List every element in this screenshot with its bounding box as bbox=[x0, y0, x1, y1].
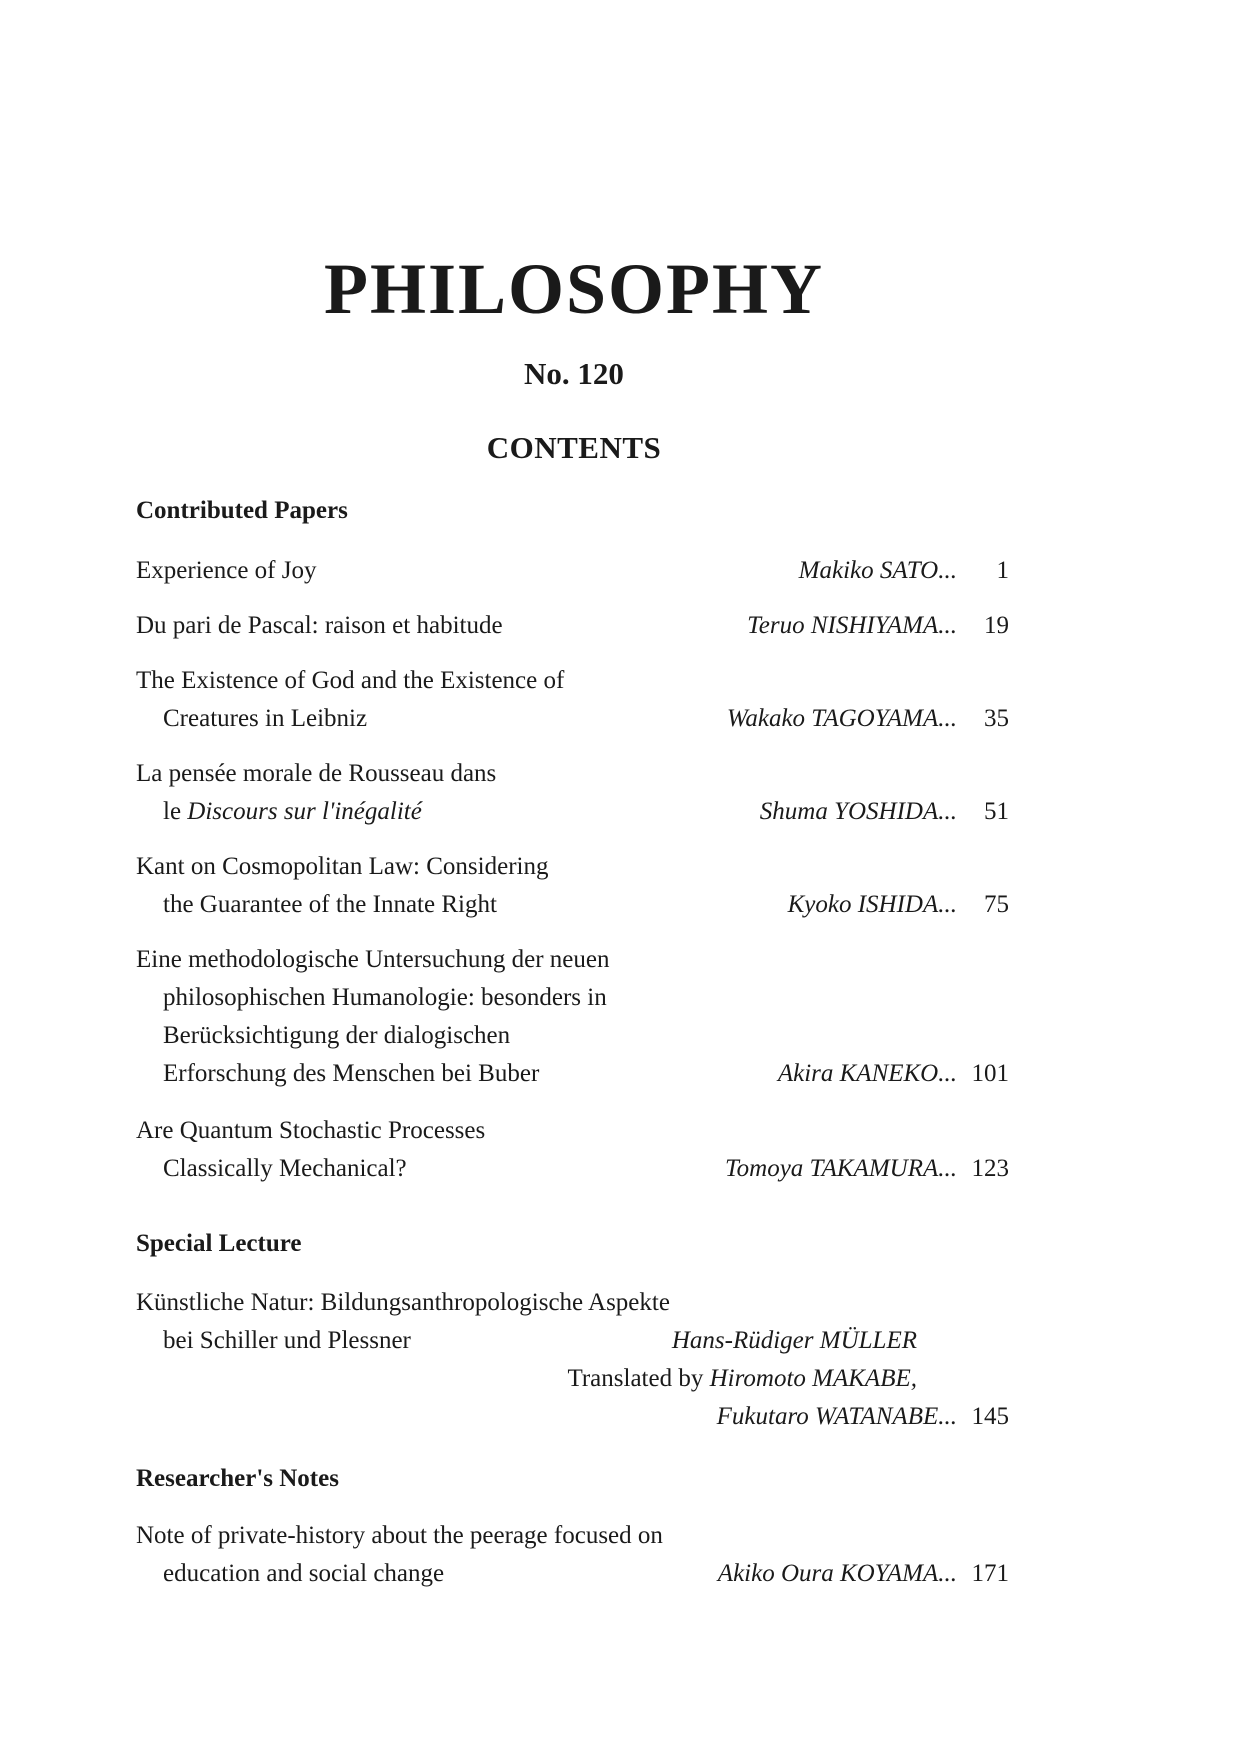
entry-author: Shuma YOSHIDA... bbox=[759, 798, 957, 825]
entry-title-continuation: education and social change bbox=[163, 1560, 445, 1587]
entry-author: Tomoya TAKAMURA... bbox=[725, 1155, 957, 1182]
entry-page-number: 101 bbox=[971, 1060, 1009, 1087]
entry-title: Eine methodologische Untersuchung der neuen bbox=[136, 946, 610, 973]
entry-title: Du pari de Pascal: raison et habitude bbox=[136, 612, 503, 639]
toc-entry bbox=[0, 941, 1240, 1093]
entry-title-continuation: Creatures in Leibniz bbox=[163, 705, 368, 732]
entry-author: Makiko SATO... bbox=[798, 557, 957, 584]
entry-author: Akira KANEKO... bbox=[777, 1060, 957, 1087]
section-heading-contributed-papers: Contributed Papers bbox=[136, 497, 348, 524]
section-heading-special-lecture: Special Lecture bbox=[136, 1230, 302, 1257]
translator-name: Fukutaro WATANABE... bbox=[716, 1403, 957, 1430]
entry-title-italic: Discours sur l'inégalité bbox=[187, 798, 422, 825]
entry-title-continuation: Classically Mechanical? bbox=[163, 1155, 407, 1182]
section-heading-researchers-notes: Researcher's Notes bbox=[136, 1465, 339, 1492]
entry-title: Kant on Cosmopolitan Law: Considering bbox=[136, 853, 549, 880]
entry-page-number: 35 bbox=[984, 705, 1009, 732]
entry-title-continuation bbox=[163, 793, 422, 831]
entry-page-number: 1 bbox=[996, 557, 1009, 584]
entry-author: Kyoko ISHIDA... bbox=[787, 891, 957, 918]
toc-entry bbox=[0, 1517, 1240, 1593]
entry-author: Wakako TAGOYAMA... bbox=[726, 705, 957, 732]
toc-entry bbox=[0, 662, 1240, 738]
entry-title: The Existence of God and the Existence of bbox=[136, 667, 565, 694]
entry-author: Teruo NISHIYAMA... bbox=[747, 612, 957, 639]
entry-page-number: 145 bbox=[971, 1403, 1009, 1430]
entry-title: Are Quantum Stochastic Processes bbox=[136, 1117, 486, 1144]
translated-by-label: Translated by bbox=[567, 1365, 710, 1392]
entry-title-continuation: Berücksichtigung der dialogischen bbox=[163, 1022, 511, 1049]
entry-title-continuation: bei Schiller und Plessner bbox=[163, 1327, 411, 1354]
entry-title-prefix: le bbox=[163, 798, 188, 825]
entry-page-number: 171 bbox=[971, 1560, 1009, 1587]
contents-heading: CONTENTS bbox=[486, 430, 662, 465]
translator-name: Hiromoto MAKABE, bbox=[709, 1365, 917, 1392]
toc-entry bbox=[0, 607, 1240, 645]
toc-entry bbox=[0, 1284, 1240, 1436]
toc-entry bbox=[0, 755, 1240, 831]
entry-title: La pensée morale de Rousseau dans bbox=[136, 760, 497, 787]
entry-page-number: 51 bbox=[984, 798, 1009, 825]
entry-title-continuation: the Guarantee of the Innate Right bbox=[163, 891, 497, 918]
entry-author: Hans-Rüdiger MÜLLER bbox=[671, 1327, 917, 1354]
entry-title: Experience of Joy bbox=[136, 557, 317, 584]
entry-page-number: 123 bbox=[971, 1155, 1009, 1182]
entry-page-number: 19 bbox=[984, 612, 1009, 639]
issue-number: No. 120 bbox=[524, 356, 624, 391]
entry-title-continuation: Erforschung des Menschen bei Buber bbox=[163, 1060, 540, 1087]
journal-title: PHILOSOPHY bbox=[323, 249, 825, 329]
entry-title-continuation: philosophischen Humanologie: besonders in bbox=[163, 984, 607, 1011]
entry-title: Note of private-history about the peerage focused on bbox=[136, 1522, 663, 1549]
entry-translators bbox=[567, 1360, 917, 1398]
entry-author: Akiko Oura KOYAMA... bbox=[717, 1560, 957, 1587]
entry-title: Künstliche Natur: Bildungsanthropologische Aspekte bbox=[136, 1289, 670, 1316]
toc-entry bbox=[0, 552, 1240, 590]
toc-entry bbox=[0, 1112, 1240, 1188]
toc-entry bbox=[0, 848, 1240, 924]
entry-page-number: 75 bbox=[984, 891, 1009, 918]
